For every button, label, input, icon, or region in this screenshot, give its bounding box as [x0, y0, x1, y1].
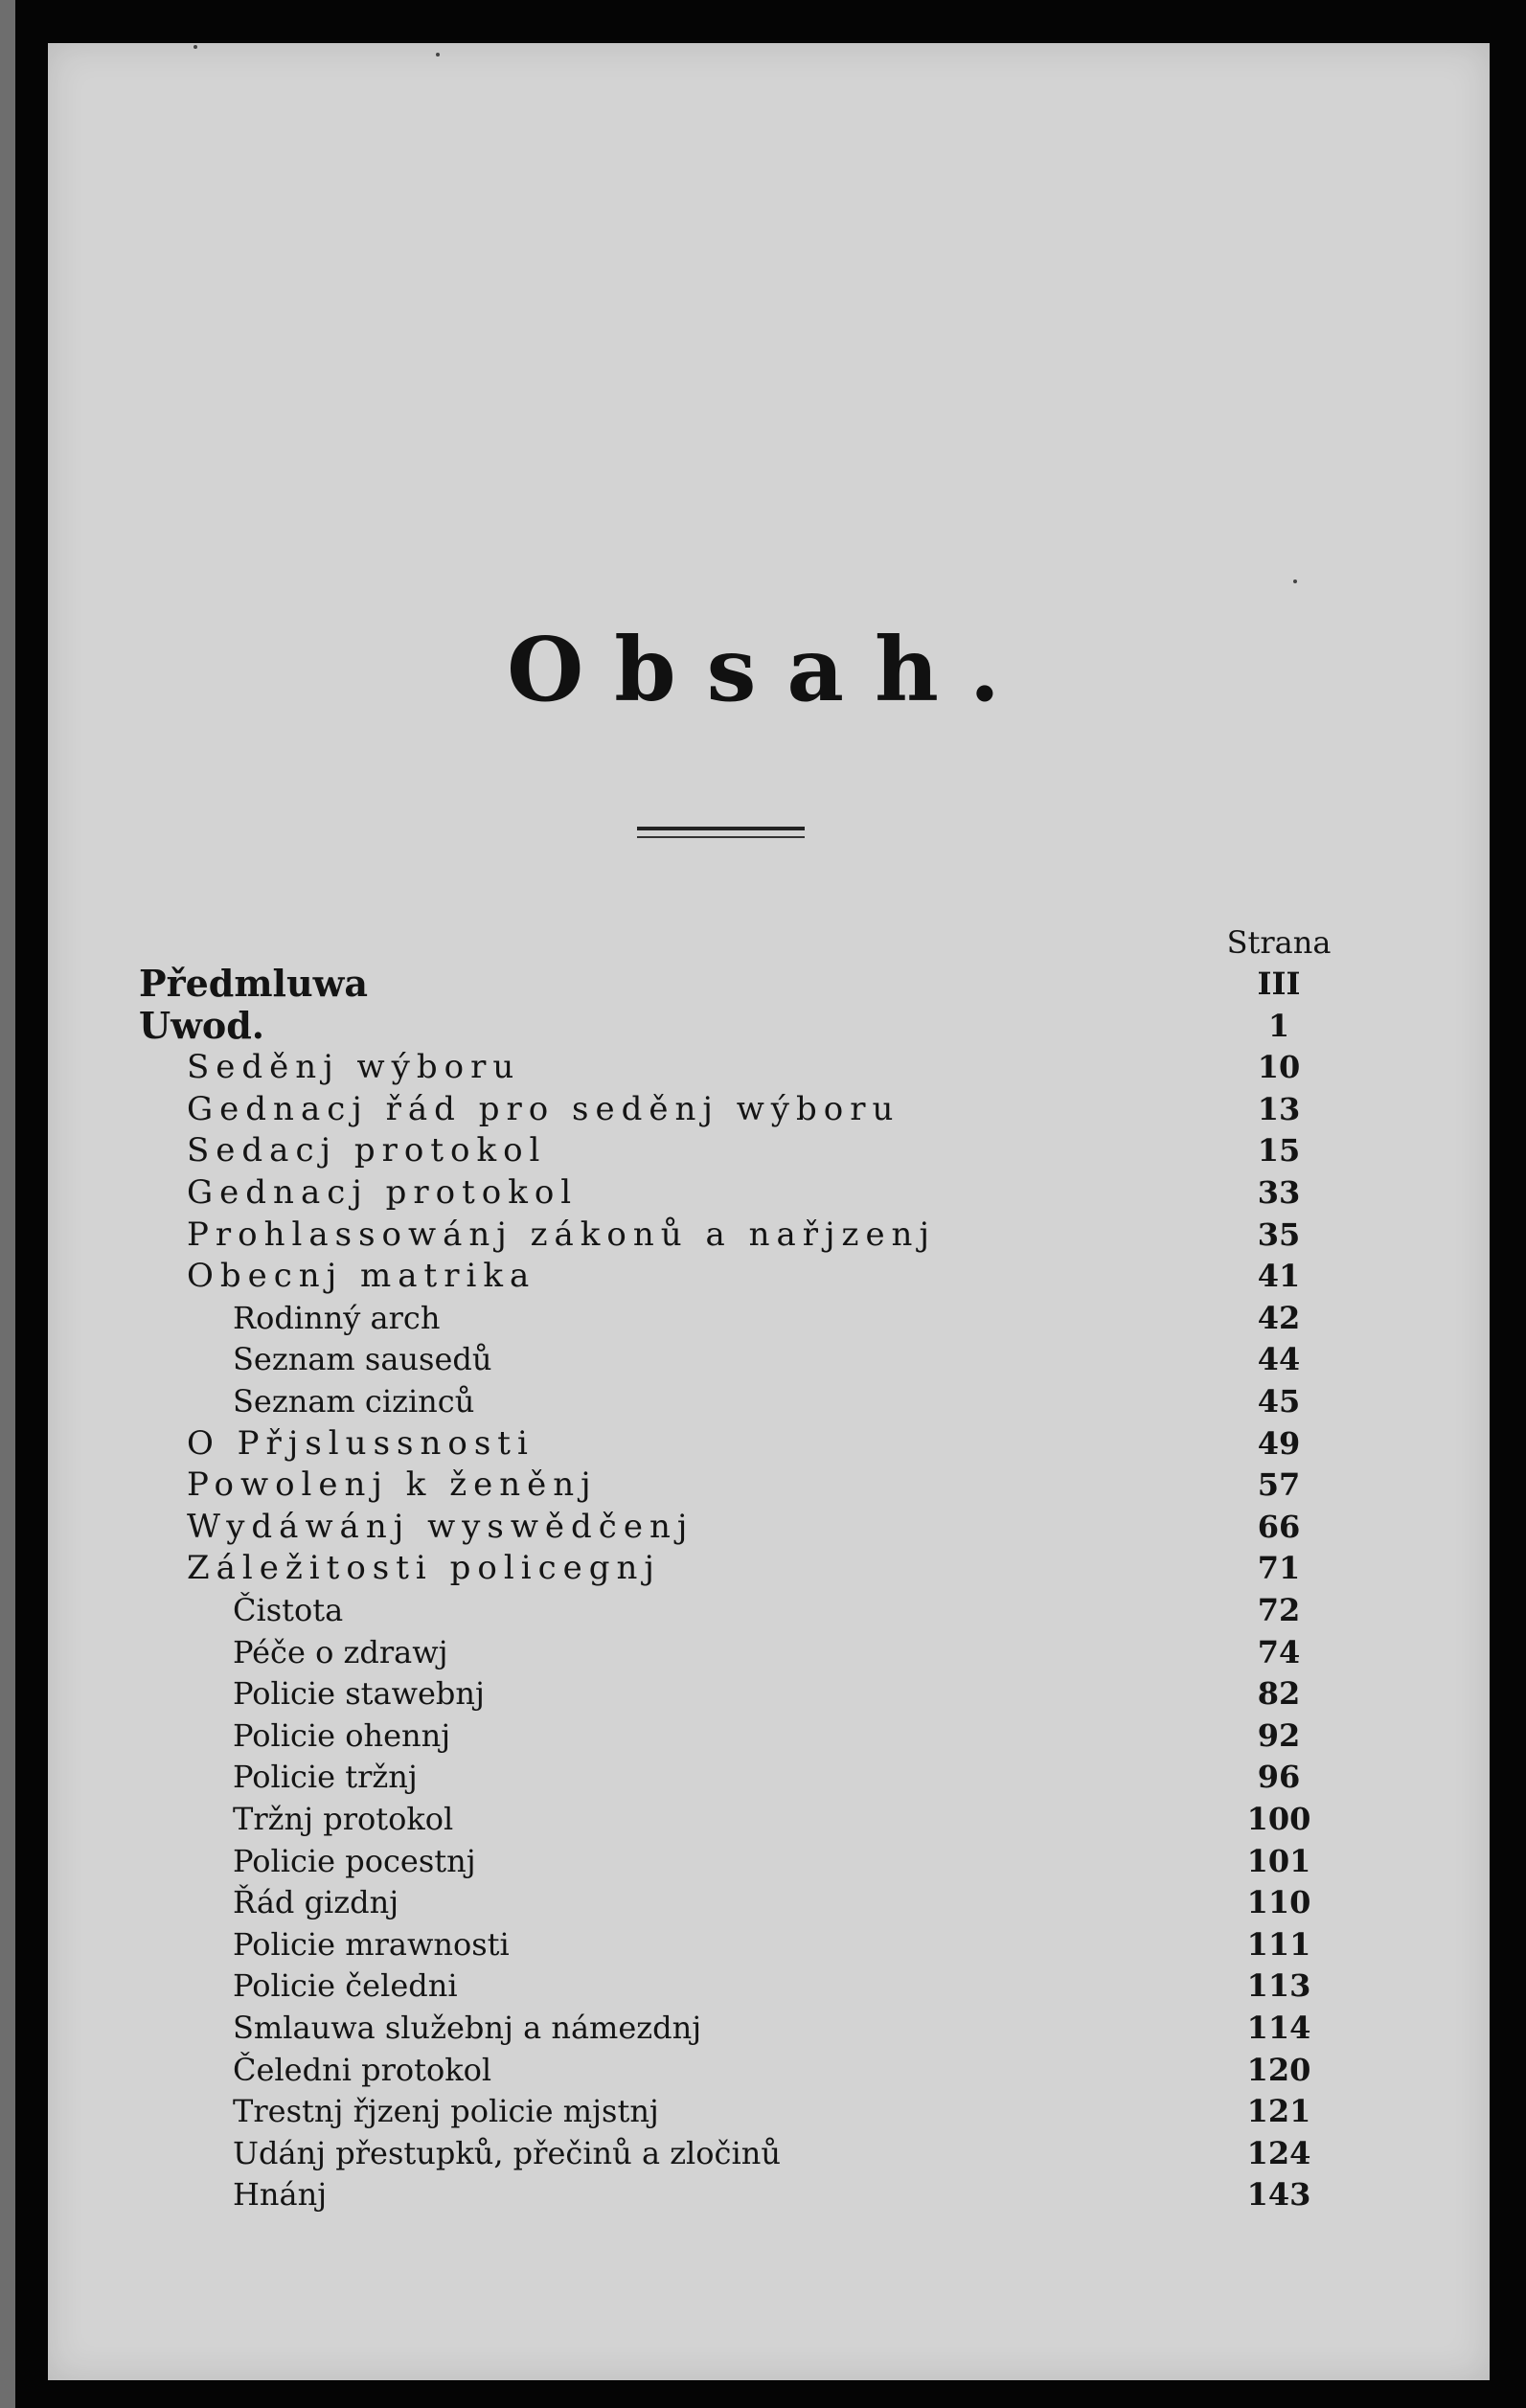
toc-entry [48, 1923, 1490, 1965]
toc-entry-page: 44 [1257, 1341, 1301, 1378]
toc-entry [48, 2132, 1490, 2174]
toc-entry-page: 110 [1246, 1884, 1311, 1921]
toc-entry [48, 1589, 1490, 1631]
toc-entry-label: Seznam sausedů [233, 1341, 492, 1378]
toc-entry-page: 143 [1246, 2176, 1311, 2214]
scan-speck [436, 53, 440, 57]
toc-entry [48, 2090, 1490, 2132]
toc-entry [48, 1255, 1490, 1297]
toc-entry-label: Péče o zdrawj [233, 1633, 448, 1670]
scan-speck [194, 45, 197, 49]
scan-speck [1293, 579, 1297, 583]
toc-entry-page: 74 [1257, 1633, 1301, 1670]
toc-entry [48, 2049, 1490, 2091]
toc-entry [48, 1756, 1490, 1798]
toc-entry-label: Wydáwánj wyswědčenj [187, 1507, 695, 1546]
toc-entry-label: Tržnj protokol [233, 1801, 454, 1837]
toc-entry-page: 100 [1246, 1801, 1311, 1837]
toc-entry-page: 82 [1257, 1675, 1301, 1713]
toc-entry-label: Gednacj protokol [187, 1173, 579, 1212]
toc-entry-page: 1 [1267, 1007, 1290, 1044]
toc-entry-label: Smlauwa služebnj a námezdnj [233, 2010, 702, 2046]
toc-entry-page: 111 [1246, 1925, 1311, 1963]
toc-entry-page: 33 [1257, 1174, 1301, 1211]
toc-entry-label: Čistota [233, 1592, 344, 1628]
toc-entry-label: Trestnj řjzenj policie mjstnj [233, 2093, 659, 2130]
toc-entry-label: Seděnj wýboru [187, 1048, 521, 1087]
toc-entry-page: 120 [1246, 2051, 1311, 2088]
toc-entry-label: Hnánj [233, 2176, 328, 2214]
toc-entry [48, 1506, 1490, 1548]
toc-entry [48, 1297, 1490, 1339]
toc-entry [48, 2007, 1490, 2049]
toc-entry-label: Obecnj matrika [187, 1257, 536, 1296]
toc-entry-label: Rodinný arch [233, 1299, 441, 1336]
toc-entry [48, 1464, 1490, 1506]
toc-entry [48, 2173, 1490, 2215]
toc-entry-page: III [1257, 965, 1301, 1002]
toc-entry [48, 1380, 1490, 1422]
toc-entry-page: 42 [1257, 1299, 1301, 1336]
toc-entry-page: 72 [1257, 1592, 1301, 1628]
toc-entry-label: Policie tržnj [233, 1759, 418, 1796]
toc-entry [48, 1798, 1490, 1840]
toc-entry-label: Gednacj řád pro seděnj wýboru [187, 1089, 900, 1128]
toc-entry-page: 15 [1257, 1132, 1301, 1170]
toc-entry [48, 1715, 1490, 1757]
toc-entry [48, 1672, 1490, 1715]
toc-entry-page: 41 [1257, 1258, 1301, 1295]
toc-entry-page: 66 [1257, 1508, 1301, 1545]
toc-entry-label: Seznam cizinců [233, 1383, 475, 1420]
toc-entry [48, 1547, 1490, 1589]
toc-entry-page: 57 [1257, 1466, 1301, 1504]
table-of-contents [48, 43, 1490, 2380]
toc-entry [48, 1129, 1490, 1171]
toc-entry-label: Policie stawebnj [233, 1675, 485, 1713]
toc-entry-label: Udánj přestupků, přečinů a zločinů [233, 2134, 781, 2171]
toc-entry-label: Powolenj k ženěnj [187, 1465, 598, 1505]
toc-entry-label: Řád gizdnj [233, 1884, 399, 1921]
toc-entry [48, 963, 1490, 1005]
toc-entry-page: 35 [1257, 1215, 1301, 1253]
toc-entry-label: Policie ohennj [233, 1716, 451, 1754]
toc-entry-page: 113 [1246, 1967, 1311, 2005]
page-column-header: Strana [1226, 924, 1332, 961]
toc-entry-label: O Přjslussnosti [187, 1423, 535, 1463]
toc-entry-label: Předmluwa [139, 962, 368, 1005]
toc-entry-page: 121 [1246, 2093, 1311, 2130]
toc-entry [48, 1088, 1490, 1130]
toc-entry-page: 13 [1257, 1090, 1301, 1127]
toc-entry-label: Policie čeledni [233, 1967, 458, 2005]
toc-entry [48, 1422, 1490, 1465]
toc-entry-label: Policie mrawnosti [233, 1925, 510, 1963]
toc-entry-label: Záležitosti policegnj [187, 1549, 661, 1588]
toc-entry-page: 10 [1257, 1049, 1301, 1086]
toc-entry-page: 96 [1257, 1759, 1301, 1796]
toc-entry [48, 1171, 1490, 1214]
toc-entry [48, 1631, 1490, 1673]
toc-entry-page: 45 [1257, 1383, 1301, 1420]
toc-entry [48, 1338, 1490, 1380]
toc-entry [48, 1214, 1490, 1256]
toc-entry-label: Uwod. [139, 1003, 264, 1047]
toc-entry-page: 101 [1246, 1842, 1311, 1879]
toc-entry-page: 124 [1246, 2134, 1311, 2171]
toc-entry [48, 1881, 1490, 1923]
toc-entry [48, 1840, 1490, 1882]
toc-entry-label: Čeledni protokol [233, 2051, 492, 2088]
toc-entry-page: 114 [1246, 2010, 1311, 2046]
toc-entry-label: Policie pocestnj [233, 1842, 476, 1879]
toc-entry-page: 49 [1257, 1424, 1301, 1462]
toc-entry-label: Sedacj protokol [187, 1131, 547, 1170]
toc-entry [48, 1046, 1490, 1088]
toc-entry-label: Prohlassowánj zákonů a nařjzenj [187, 1215, 937, 1254]
toc-entry-page: 71 [1257, 1550, 1301, 1587]
page-title: Obsah. [507, 618, 1031, 721]
book-page [48, 43, 1490, 2380]
toc-entry [48, 1005, 1490, 1047]
toc-entry [48, 1965, 1490, 2007]
toc-entry-page: 92 [1257, 1716, 1301, 1754]
scan-left-edge [0, 0, 15, 2408]
